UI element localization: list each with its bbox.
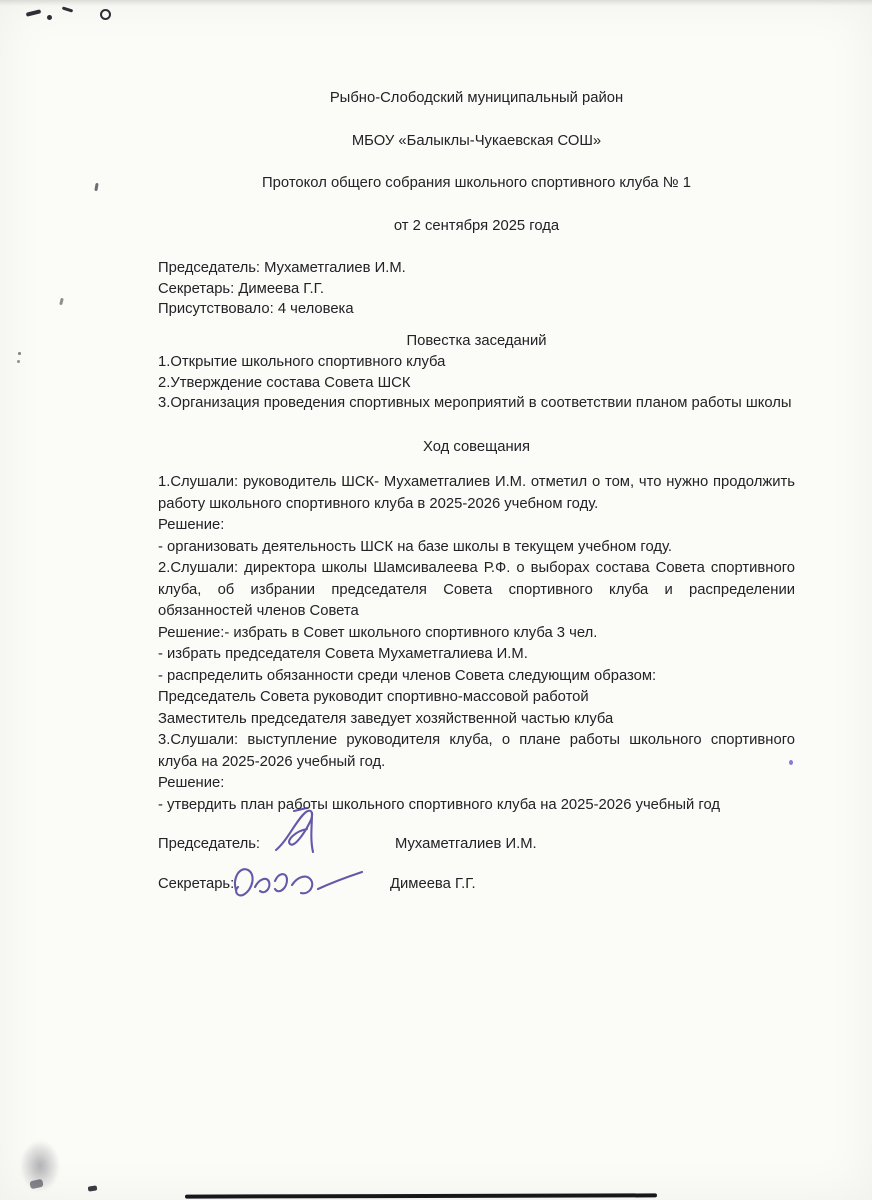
agenda-title: Повестка заседаний bbox=[406, 332, 547, 349]
header-date-line: от 2 сентября 2025 года bbox=[393, 217, 560, 234]
signature-role-label: Секретарь: bbox=[158, 876, 235, 892]
document-content bbox=[158, 88, 795, 900]
paragraph-deputy-duty: Заместитель председателя заведует хозяйственной частью клуба bbox=[158, 710, 614, 727]
scan-artifact-ink-ring bbox=[100, 9, 111, 20]
scan-artifact-ink-dash bbox=[26, 9, 42, 17]
attendance-line: Присутствовало: 4 человека bbox=[158, 301, 354, 317]
signature-row-secretary bbox=[158, 870, 795, 900]
paragraph-decision-label: Решение: bbox=[158, 517, 225, 533]
header-school-line: МБОУ «Балыклы-Чукаевская СОШ» bbox=[351, 132, 602, 149]
scan-artifact-speck bbox=[94, 183, 98, 191]
agenda-item-3: 3.Организация проведения спортивных мероприятий в соответствии планом работы школы bbox=[158, 395, 792, 411]
signature-role-label: Председатель: bbox=[158, 836, 261, 852]
scan-artifact-speck bbox=[18, 352, 21, 355]
secretary-name: Димеева Г.Г. bbox=[390, 876, 476, 892]
course-title: Ход совещания bbox=[423, 438, 530, 455]
scan-artifact-ink-dash bbox=[62, 6, 73, 12]
scan-artifact-smear bbox=[88, 1185, 98, 1191]
scan-artifact-ink-dot bbox=[47, 15, 52, 20]
scan-artifact-speck bbox=[59, 298, 64, 306]
agenda-item-2: 2.Утверждение состава Совета ШСК bbox=[158, 374, 411, 391]
header-protocol-title: Протокол общего собрания школьного спортивного клуба № 1 bbox=[262, 175, 691, 191]
paragraph-decision-label-2: Решение: bbox=[158, 775, 225, 791]
agenda-item-1: 1.Открытие школьного спортивного клуба bbox=[158, 354, 446, 370]
paragraph-heard-1: 1.Слушали: руководитель ШСК- Мухаметгалиев И.М. отметил о том, что нужно продолжить работу школьного спортивного клуба в 2025-2026 учебном году. bbox=[158, 474, 795, 512]
paragraph-heard-2: 2.Слушали: директора школы Шамсивалеева Р.Ф. о выборах состава Совета спортивного клуба, об избрании председателя Совета спортивного клуба и распределении обязанностей членов Совета bbox=[158, 560, 795, 619]
scan-artifact-speck bbox=[17, 360, 20, 363]
paragraph-distribute-duties: - распределить обязанности среди членов Совета следующим образом: bbox=[158, 667, 657, 684]
scan-artifact-bottom-line bbox=[185, 1193, 657, 1198]
secretary-signature-icon bbox=[228, 854, 378, 917]
body-block bbox=[158, 472, 795, 816]
paragraph-decision-3: - утвердить план работы школьного спортивного клуба на 2025-2026 учебный год bbox=[158, 796, 721, 813]
chairman-line: Председатель: Мухаметгалиев И.М. bbox=[158, 260, 406, 276]
chairman-name: Мухаметгалиев И.М. bbox=[395, 836, 537, 852]
agenda-list bbox=[158, 352, 795, 414]
paragraph-decision-1: - организовать деятельность ШСК на базе школы в текущем учебном году. bbox=[158, 538, 673, 555]
officials-block bbox=[158, 258, 795, 320]
secretary-line: Секретарь: Димеева Г.Г. bbox=[158, 280, 324, 297]
signature-row-chairman bbox=[158, 830, 795, 860]
paragraph-decision-2: Решение:- избрать в Совет школьного спортивного клуба 3 чел. bbox=[158, 624, 598, 641]
paragraph-heard-3: 3.Слушали: выступление руководителя клуба, о плане работы школьного спортивного клуба на 2025-2026 учебный год. bbox=[158, 732, 795, 770]
header-district-line: Рыбно-Слободский муниципальный район bbox=[329, 90, 624, 106]
paragraph-chairman-duty: Председатель Совета руководит спортивно-массовой работой bbox=[158, 689, 589, 705]
paragraph-elect-chairman: - избрать председателя Совета Мухаметгалиева И.М. bbox=[158, 646, 528, 662]
